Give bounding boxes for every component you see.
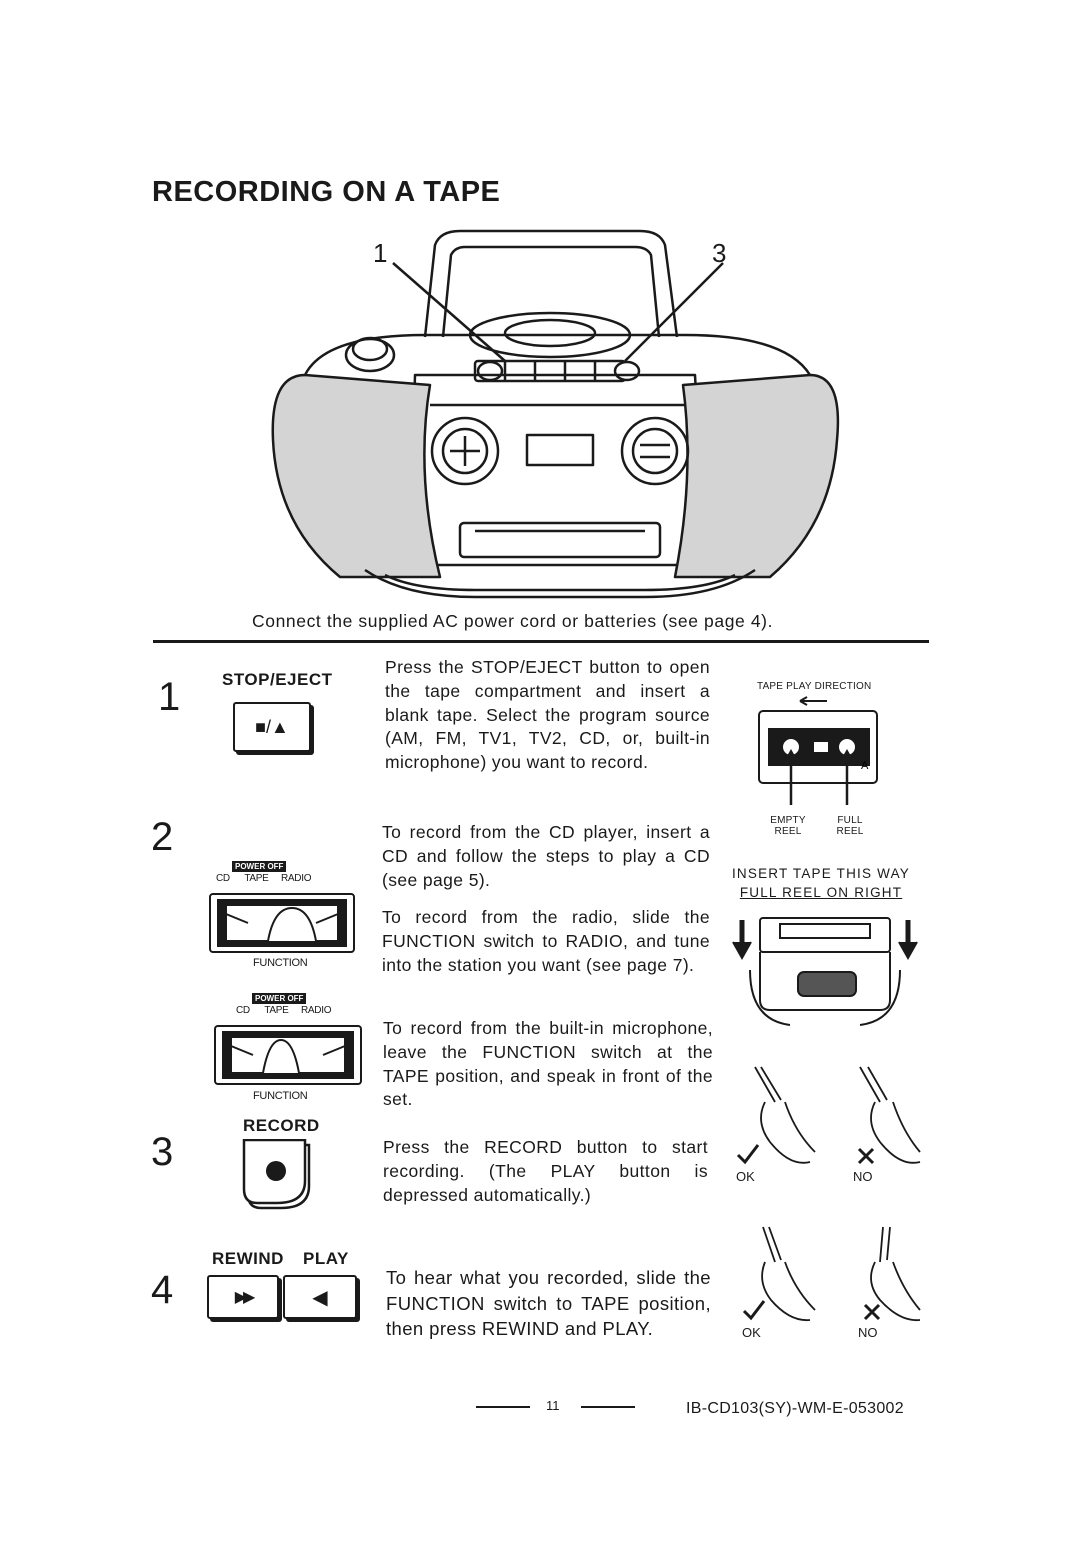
page-title: RECORDING ON A TAPE [152, 176, 501, 208]
step-2-mic-text: To record from the built-in microphone, leave the FUNCTION switch at the TAPE position, and speak in front of the set. [383, 1018, 713, 1110]
ok-label-1: OK [736, 1169, 755, 1184]
switch-2-positions [236, 1005, 331, 1016]
no-label-2: NO [858, 1325, 878, 1340]
step-3-text: Press the RECORD button to start recording. (The PLAY button is depressed automatically.) [383, 1137, 708, 1205]
insert-instruction-2: FULL REEL ON RIGHT [739, 885, 903, 900]
step-2-cd-text: To record from the CD player, insert a CD and follow the steps to play a CD (see page 5). [382, 822, 710, 890]
step-3-number: 3 [151, 1130, 174, 1174]
function-label-1: FUNCTION [253, 957, 308, 969]
cassette-diagram [755, 693, 885, 818]
empty-reel-label [763, 815, 813, 837]
play-icon: ◀ [312, 1286, 328, 1309]
power-caption: Connect the supplied AC power cord or batteries (see page 4). [252, 611, 774, 631]
step-4-text: To hear what you recorded, slide the FUNCTION switch to TAPE position, then press REWIND and PLAY. [386, 1267, 711, 1339]
function-switch-tape [213, 1022, 363, 1086]
pos-cd-2: CD [236, 1005, 250, 1016]
switch-1-positions [216, 873, 311, 884]
pos-tape: TAPE [244, 873, 269, 884]
play-button [283, 1275, 357, 1319]
rewind-label: REWIND [212, 1249, 284, 1268]
empty-label: EMPTY [770, 815, 806, 826]
full-label: FULL [837, 815, 863, 826]
page-number: 11 [546, 1398, 560, 1413]
insert-instruction-1: INSERT TAPE THIS WAY [731, 866, 911, 881]
rewind-icon: ▶▶ [234, 1289, 252, 1306]
callout-1: 1 [373, 238, 388, 268]
step-1-text: Press the STOP/EJECT button to open the tape compartment and insert a blank tape. Select the program source (AM, FM, TV1, TV2, CD, or, built-in microphone) you want to record. [385, 657, 710, 773]
cross-icon [856, 1146, 876, 1166]
step-2-number: 2 [151, 815, 174, 859]
full-reel-word: REEL [836, 826, 864, 837]
footer-line-right [581, 1406, 635, 1408]
tape-direction-label: TAPE PLAY DIRECTION [757, 681, 872, 692]
play-label: PLAY [303, 1249, 349, 1268]
function-label-2: FUNCTION [253, 1090, 308, 1102]
stop-eject-icon: ■/▲ [255, 716, 289, 737]
cross-icon-2 [862, 1302, 882, 1322]
function-switch-radio [208, 890, 356, 954]
ok-label-2: OK [742, 1325, 761, 1340]
power-off-badge-2: POWER OFF [252, 993, 306, 1004]
rewind-button [207, 1275, 279, 1319]
empty-reel-word: REEL [774, 826, 802, 837]
callout-3: 3 [712, 238, 727, 268]
record-dot-icon [266, 1161, 286, 1181]
record-button [241, 1139, 317, 1211]
full-reel-label [825, 815, 875, 837]
step-4-number: 4 [151, 1268, 174, 1312]
check-icon-2 [742, 1299, 766, 1321]
stop-eject-button [233, 702, 311, 752]
document-id: IB-CD103(SY)-WM-E-053002 [686, 1400, 904, 1417]
mic-position-examples-1 [735, 1062, 925, 1172]
divider [153, 640, 929, 643]
pos-radio-2: RADIO [301, 1005, 332, 1016]
record-label: RECORD [243, 1116, 320, 1135]
power-off-badge: POWER OFF [232, 861, 286, 872]
pos-tape-2: TAPE [264, 1005, 289, 1016]
stop-eject-label: STOP/EJECT [222, 670, 333, 689]
tape-side-label: A [861, 760, 869, 772]
cassette-insert-illustration [730, 910, 920, 1030]
step-2-radio-text: To record from the radio, slide the FUNCTION switch to RADIO, and tune into the station you want (see page 7). [382, 907, 710, 975]
no-label-1: NO [853, 1169, 873, 1184]
step-1-number: 1 [158, 675, 181, 719]
footer-line-left [476, 1406, 530, 1408]
pos-cd: CD [216, 873, 230, 884]
boombox-illustration [265, 225, 845, 605]
pos-radio: RADIO [281, 873, 312, 884]
check-icon [736, 1143, 760, 1165]
